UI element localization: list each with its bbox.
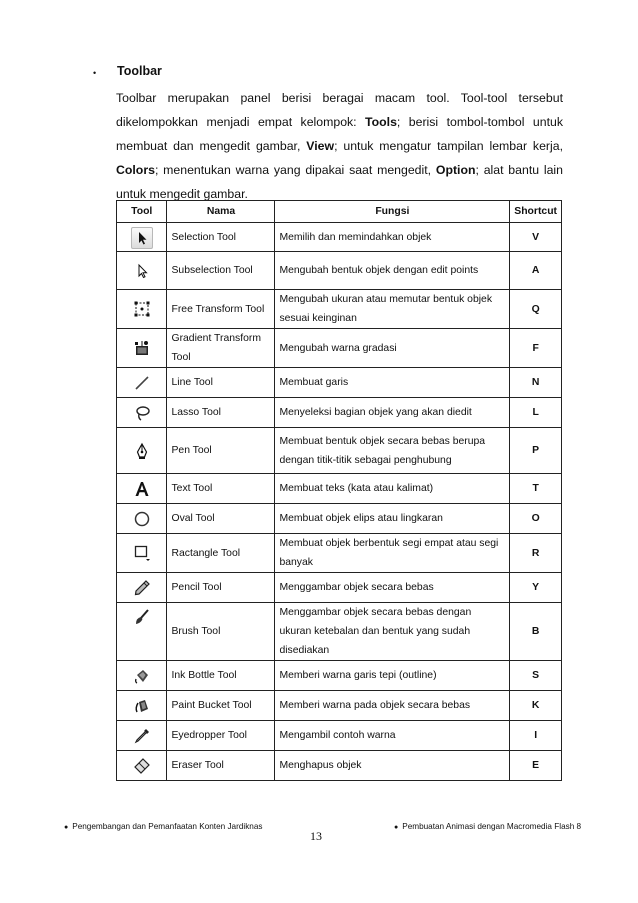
tool-shortcut: K — [510, 691, 562, 721]
footer-bullet: ● — [394, 824, 399, 831]
footer-right — [394, 822, 581, 831]
tool-name: Brush Tool — [167, 603, 275, 661]
header-nama: Nama — [167, 201, 275, 223]
keyword-view: View — [306, 139, 335, 153]
table-row — [117, 398, 562, 428]
lasso-icon — [132, 403, 152, 423]
footer-left-text: Pengembangan dan Pemanfaatan Konten Jardiknas — [72, 822, 263, 831]
tool-shortcut: Y — [510, 573, 562, 603]
table-row — [117, 573, 562, 603]
tool-name: Selection Tool — [167, 223, 275, 252]
para-text: ; alat bantu lain untuk mengedit gambar. — [116, 163, 563, 201]
para-text: ; menentukan warna yang dipakai saat mengedit, — [154, 163, 436, 177]
table-header-row — [117, 201, 562, 223]
para-text: ; berisi tombol-tombol untuk membuat dan mengedit gambar, — [116, 115, 564, 153]
tool-name: Ink Bottle Tool — [167, 661, 275, 691]
tool-name: Pencil Tool — [167, 573, 275, 603]
table-row — [117, 329, 562, 368]
tool-function: Membuat garis — [275, 368, 510, 398]
table-row — [117, 751, 562, 781]
tool-shortcut: R — [510, 534, 562, 573]
table-row — [117, 691, 562, 721]
subselection-arrow-icon — [132, 261, 152, 281]
tool-function: Mengubah warna gradasi — [275, 329, 510, 368]
tool-function: Menghapus objek — [275, 751, 510, 781]
tool-shortcut: I — [510, 721, 562, 751]
oval-icon — [132, 509, 152, 529]
table-row — [117, 368, 562, 398]
tool-shortcut: P — [510, 428, 562, 474]
tool-function: Membuat objek elips atau lingkaran — [275, 504, 510, 534]
tool-function: Menggambar objek secara bebas — [275, 573, 510, 603]
footer-left — [64, 822, 263, 831]
keyword-colors: Colors — [116, 163, 155, 177]
tool-name: Paint Bucket Tool — [167, 691, 275, 721]
section-title: Toolbar — [117, 64, 162, 78]
tool-function: Membuat objek berbentuk segi empat atau segi banyak — [275, 534, 510, 573]
tool-shortcut: V — [510, 223, 562, 252]
eyedropper-icon — [132, 726, 152, 746]
table-row — [117, 252, 562, 290]
bullet: • — [93, 68, 97, 78]
tool-function: Membuat teks (kata atau kalimat) — [275, 474, 510, 504]
header-shortcut: Shortcut — [510, 201, 562, 223]
tool-shortcut: A — [510, 252, 562, 290]
tool-function: Mengambil contoh warna — [275, 721, 510, 751]
pen-icon — [132, 441, 152, 461]
brush-icon — [132, 607, 152, 627]
tool-function: Memberi warna garis tepi (outline) — [275, 661, 510, 691]
tool-shortcut: N — [510, 368, 562, 398]
header-tool: Tool — [117, 201, 167, 223]
ink-bottle-icon — [132, 666, 152, 686]
keyword-option: Option — [435, 163, 476, 177]
tool-shortcut: Q — [510, 290, 562, 329]
para-text: Toolbar merupakan panel berisi beragai macam tool. Tool-tool tersebut dikelompokkan menjadi empat kelompok: — [116, 91, 563, 129]
tool-function: Memberi warna pada objek secara bebas — [275, 691, 510, 721]
table-row — [117, 474, 562, 504]
keyword-tools: Tools — [365, 115, 397, 129]
table-row — [117, 504, 562, 534]
tool-function: Menggambar objek secara bebas dengan ukuran ketebalan dan bentuk yang sudah disediakan — [275, 603, 510, 661]
text-icon — [132, 479, 152, 499]
tool-function: Mengubah ukuran atau memutar bentuk objek sesuai keinginan — [275, 290, 510, 329]
tool-shortcut: O — [510, 504, 562, 534]
tool-shortcut: S — [510, 661, 562, 691]
tool-name: Pen Tool — [167, 428, 275, 474]
tool-name: Free Transform Tool — [167, 290, 275, 329]
eraser-icon — [132, 756, 152, 776]
footer-right-text: Pembuatan Animasi dengan Macromedia Flash 8 — [402, 822, 582, 831]
tool-name: Gradient Transform Tool — [167, 329, 275, 368]
tool-name: Subselection Tool — [167, 252, 275, 290]
pencil-icon — [132, 578, 152, 598]
footer-bullet: ● — [64, 824, 69, 831]
tool-name: Eraser Tool — [167, 751, 275, 781]
page-number: 13 — [310, 829, 322, 843]
para-text: ; untuk mengatur tampilan lembar kerja, — [334, 139, 563, 153]
table-row — [117, 290, 562, 329]
toolbar-description — [116, 86, 563, 206]
tool-function: Membuat bentuk objek secara bebas berupa dengan titik-titik sebagai penghubung — [275, 428, 510, 474]
table-row — [117, 428, 562, 474]
table-row — [117, 223, 562, 252]
header-fungsi: Fungsi — [275, 201, 510, 223]
selection-arrow-icon — [131, 227, 153, 249]
tool-name: Line Tool — [167, 368, 275, 398]
free-transform-icon — [132, 299, 152, 319]
tool-shortcut: T — [510, 474, 562, 504]
table-row — [117, 534, 562, 573]
tool-shortcut: E — [510, 751, 562, 781]
tool-shortcut: F — [510, 329, 562, 368]
table-row — [117, 603, 562, 661]
tool-function: Menyeleksi bagian objek yang akan diedit — [275, 398, 510, 428]
tool-name: Lasso Tool — [167, 398, 275, 428]
tools-table — [116, 200, 562, 781]
tool-name: Ractangle Tool — [167, 534, 275, 573]
tool-name: Eyedropper Tool — [167, 721, 275, 751]
tool-shortcut: L — [510, 398, 562, 428]
table-row — [117, 721, 562, 751]
tool-name: Oval Tool — [167, 504, 275, 534]
gradient-transform-icon — [132, 338, 152, 358]
rectangle-icon — [132, 543, 152, 563]
line-icon — [132, 373, 152, 393]
tool-shortcut: B — [510, 603, 562, 661]
paint-bucket-icon — [132, 696, 152, 716]
table-row — [117, 661, 562, 691]
tool-function: Mengubah bentuk objek dengan edit points — [275, 252, 510, 290]
tool-function: Memilih dan memindahkan objek — [275, 223, 510, 252]
tool-name: Text Tool — [167, 474, 275, 504]
